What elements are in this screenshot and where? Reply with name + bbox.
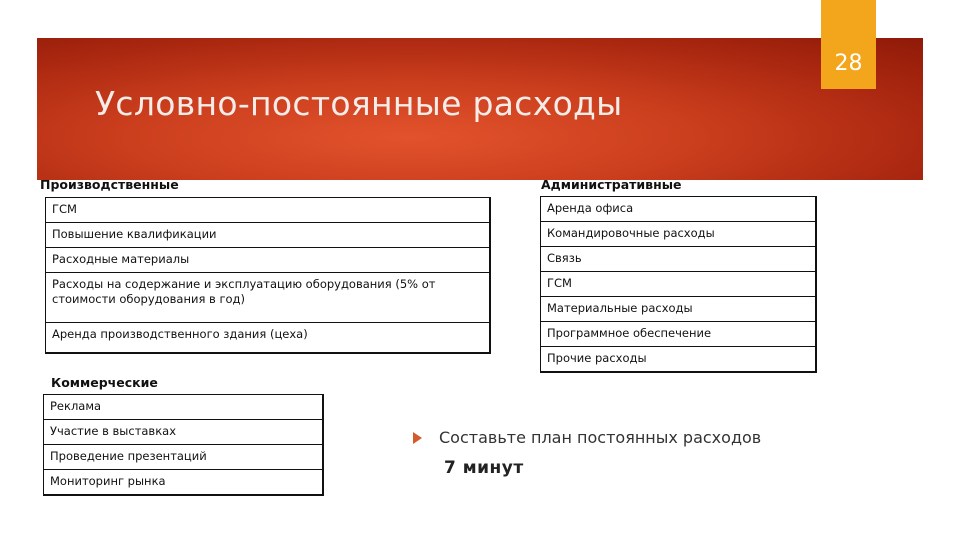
table-row: [541, 197, 817, 222]
table-cell: Расходные материалы: [46, 248, 491, 273]
table-cell: Связь: [541, 247, 817, 272]
table-cell: Реклама: [44, 395, 324, 420]
table-cell: Проведение презентаций: [44, 445, 324, 470]
table-cell: Аренда производственного здания (цеха): [46, 323, 491, 354]
table-row: [44, 420, 324, 445]
table-cell: Расходы на содержание и эксплуатацию оборудования (5% от стоимости оборудования в год): [46, 273, 491, 323]
table-row: [44, 445, 324, 470]
task-text: Составьте план постоянных расходов: [439, 428, 762, 447]
table-row: [541, 347, 817, 373]
table-row: [541, 297, 817, 322]
table-row: [46, 323, 491, 354]
table-row: [46, 248, 491, 273]
table-cell: Прочие расходы: [541, 347, 817, 373]
triangle-right-bullet-icon: [413, 432, 422, 444]
table-cell: Повышение квалификации: [46, 223, 491, 248]
table-cell: Материальные расходы: [541, 297, 817, 322]
admin-heading: Административные: [541, 177, 682, 192]
slide-title: Условно-постоянные расходы: [95, 84, 623, 123]
table-row: [46, 198, 491, 223]
table-row: [541, 222, 817, 247]
commercial-heading: Коммерческие: [51, 375, 158, 390]
production-table: [45, 197, 491, 354]
table-cell: Участие в выставках: [44, 420, 324, 445]
table-cell: Командировочные расходы: [541, 222, 817, 247]
table-row: [46, 223, 491, 248]
task-bullet: [413, 428, 761, 447]
production-heading: Производственные: [40, 177, 179, 192]
table-row: [541, 272, 817, 297]
task-time: 7 минут: [444, 458, 524, 478]
table-row: [46, 273, 491, 323]
page-number-badge: [821, 0, 876, 89]
admin-table: [540, 196, 817, 373]
table-cell: Мониторинг рынка: [44, 470, 324, 496]
table-cell: ГСМ: [46, 198, 491, 223]
table-cell: Программное обеспечение: [541, 322, 817, 347]
table-row: [44, 470, 324, 496]
table-cell: Аренда офиса: [541, 197, 817, 222]
page-number: 28: [834, 51, 863, 76]
table-row: [541, 247, 817, 272]
commercial-table: [43, 394, 324, 496]
table-cell: ГСМ: [541, 272, 817, 297]
table-row: [541, 322, 817, 347]
table-row: [44, 395, 324, 420]
